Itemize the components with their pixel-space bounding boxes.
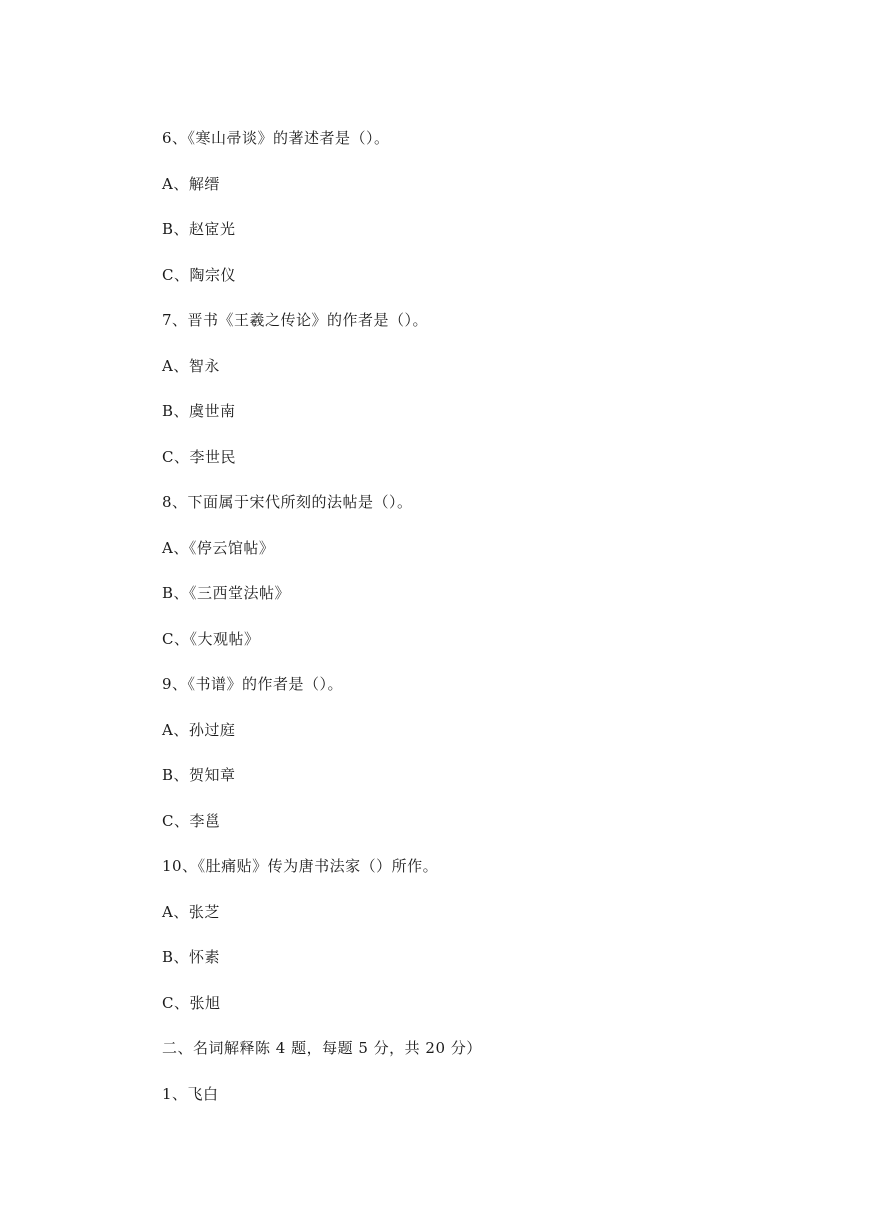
question-7-option-c: C、李世民 xyxy=(162,448,236,466)
term-1: 1、飞白 xyxy=(162,1085,219,1103)
question-8-option-b: B、《三西堂法帖》 xyxy=(162,584,291,602)
question-10-option-a: A、张芝 xyxy=(162,903,220,921)
question-6: 6、《寒山帚谈》的著述者是（）。 xyxy=(162,129,390,147)
section-heading: 二、名词解释陈 4 题，每题 5 分，共 20 分） xyxy=(162,1039,482,1057)
question-9-option-a: A、孙过庭 xyxy=(162,721,236,739)
question-10-option-b: B、怀素 xyxy=(162,948,221,966)
question-9-option-b: B、贺知章 xyxy=(162,766,236,784)
question-8: 8、下面属于宋代所刻的法帖是（）。 xyxy=(162,493,413,511)
question-7-option-a: A、智永 xyxy=(162,357,220,375)
question-10: 10、《肚痛贴》传为唐书法家（）所作。 xyxy=(162,857,439,875)
question-6-option-b: B、赵宧光 xyxy=(162,220,236,238)
question-6-option-c: C、陶宗仪 xyxy=(162,266,236,284)
question-9-option-c: C、李邕 xyxy=(162,812,221,830)
question-8-option-a: A、《停云馆帖》 xyxy=(162,539,275,557)
question-10-option-c: C、张旭 xyxy=(162,994,221,1012)
question-7: 7、晋书《王羲之传论》的作者是（）。 xyxy=(162,311,429,329)
question-7-option-b: B、虞世南 xyxy=(162,402,236,420)
question-6-option-a: A、解缙 xyxy=(162,175,220,193)
question-8-option-c: C、《大观帖》 xyxy=(162,630,260,648)
question-9: 9、《书谱》的作者是（）。 xyxy=(162,675,344,693)
